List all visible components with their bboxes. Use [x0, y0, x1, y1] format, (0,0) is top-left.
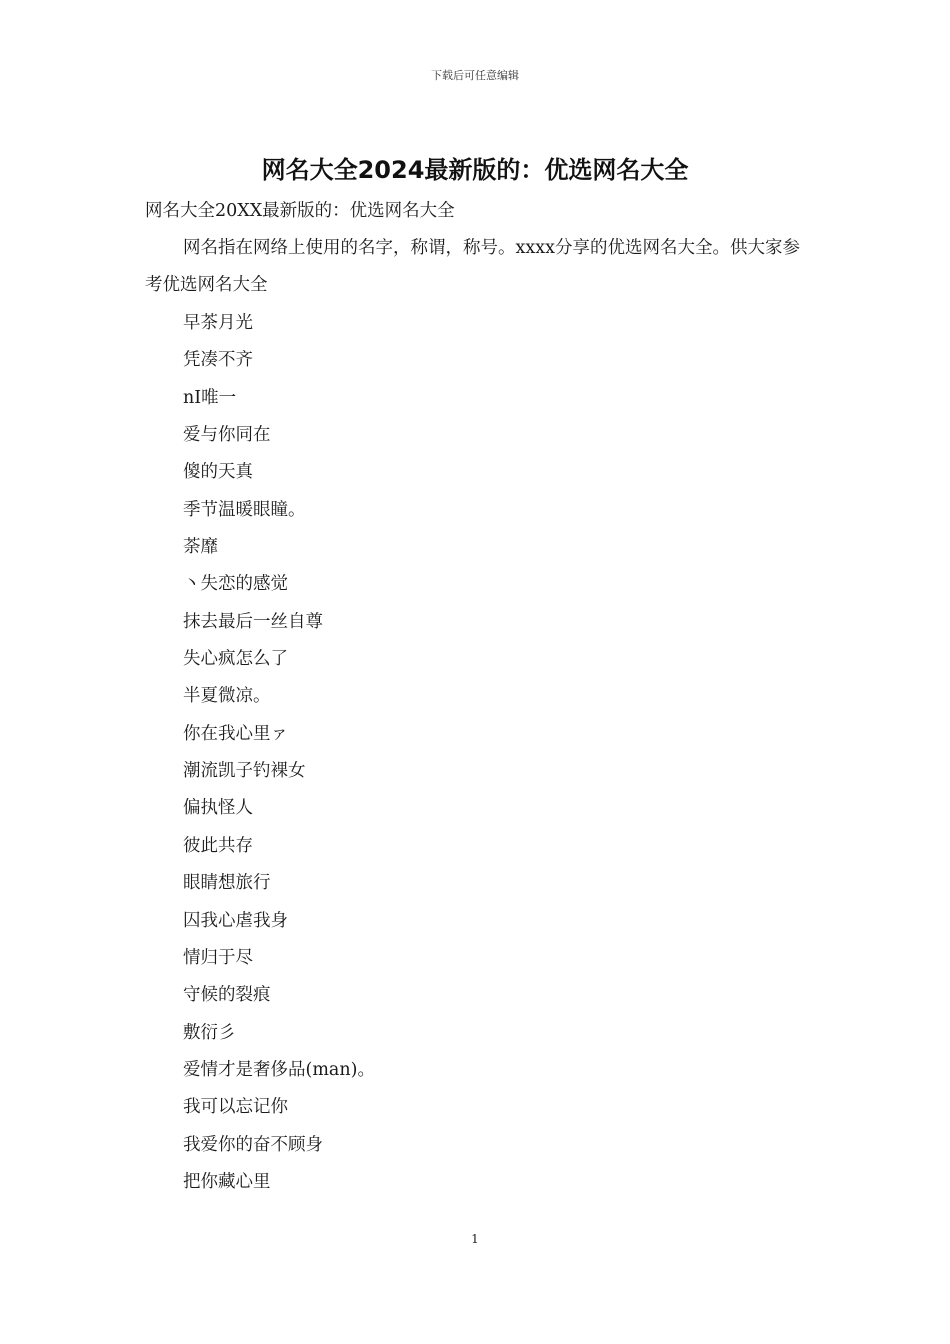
list-item: 爱情才是奢侈品(man)。 — [183, 1059, 375, 1080]
document-title: 网名大全2024最新版的：优选网名大全 — [261, 156, 689, 184]
list-item: 抹去最后一丝自尊 — [183, 611, 323, 632]
list-item: 丶失恋的感觉 — [183, 574, 288, 595]
list-item: 我可以忘记你 — [183, 1097, 288, 1118]
list-item: 彼此共存 — [183, 835, 253, 856]
subtitle-paragraph: 网名大全20XX最新版的：优选网名大全 — [145, 201, 455, 221]
list-item: 季节温暖眼瞳。 — [183, 499, 306, 520]
list-item: 把你藏心里 — [183, 1171, 271, 1192]
list-item: 守候的裂痕 — [183, 985, 271, 1006]
list-item: 你在我心里ァ — [183, 723, 288, 744]
list-item: 凭凑不齐 — [183, 350, 253, 371]
list-item: 半夏微凉。 — [183, 686, 271, 707]
list-item: 敷衍彡 — [183, 1022, 236, 1043]
list-item: 情归于尽 — [183, 947, 253, 968]
list-item: 囚我心虐我身 — [183, 910, 288, 931]
list-item: 傻的天真 — [183, 462, 253, 483]
list-item: 潮流凯子钓裸女 — [183, 761, 306, 782]
list-item: 偏执怪人 — [183, 798, 253, 819]
list-item: 荼靡 — [183, 537, 218, 558]
page-number: 1 — [471, 1232, 479, 1246]
nickname-list — [183, 305, 375, 1201]
list-item: 爱与你同在 — [183, 425, 271, 446]
page-header: 下载后可任意编辑 — [431, 69, 519, 82]
list-item: 失心疯怎么了 — [183, 649, 288, 670]
list-item: 眼睛想旅行 — [183, 873, 271, 894]
list-item: nI唯一 — [183, 387, 237, 408]
list-item: 早茶月光 — [183, 313, 253, 333]
intro-paragraph: 网名指在网络上使用的名字，称谓，称号。xxxx分享的优选网名大全。供大家参考优选网名大全 — [145, 238, 800, 296]
list-item: 我爱你的奋不顾身 — [183, 1134, 323, 1155]
